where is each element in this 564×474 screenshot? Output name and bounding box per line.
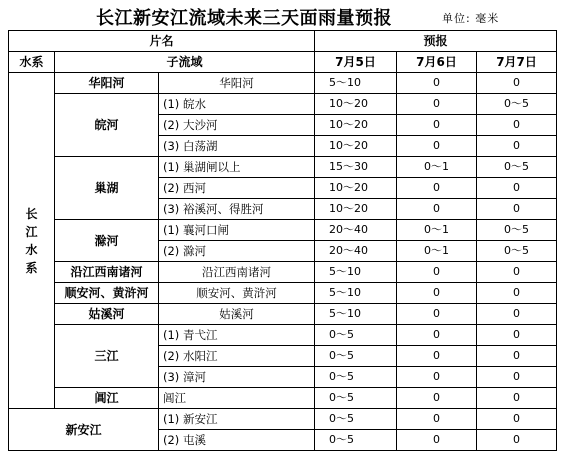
- table-row: [9, 220, 557, 241]
- system-changjiang: 长 江 水 系: [9, 73, 55, 409]
- subbasin-cell: 华阳河: [159, 73, 315, 94]
- day2-value: 0: [397, 388, 477, 409]
- day1-value: 5～10: [315, 304, 397, 325]
- subbasin-cell: 沿江西南诸河: [159, 262, 315, 283]
- table-row: [9, 304, 557, 325]
- subbasin-header: 子流域: [55, 52, 315, 73]
- zone-chuhe: 滁河: [55, 220, 159, 262]
- header-row-2: [9, 52, 557, 73]
- zone-header: 片名: [9, 31, 315, 52]
- day2-value: 0～1: [397, 241, 477, 262]
- day1-value: 10～20: [315, 199, 397, 220]
- day2-value: 0: [397, 325, 477, 346]
- subbasin-cell: (2) 滁河: [159, 241, 315, 262]
- day1-value: 10～20: [315, 178, 397, 199]
- table-row: [9, 73, 557, 94]
- zone-chaohu: 巢湖: [55, 157, 159, 220]
- subbasin-cell: (2) 西河: [159, 178, 315, 199]
- day2-value: 0: [397, 199, 477, 220]
- day1-value: 0～5: [315, 388, 397, 409]
- day3-value: 0: [477, 115, 557, 136]
- day2-value: 0～1: [397, 157, 477, 178]
- day3-value: 0～5: [477, 94, 557, 115]
- day2-value: 0: [397, 409, 477, 430]
- subbasin-cell: (1) 青弋江: [159, 325, 315, 346]
- day3-value: 0: [477, 409, 557, 430]
- day1-value: 0～5: [315, 346, 397, 367]
- day1-value: 0～5: [315, 325, 397, 346]
- header-row-1: [9, 31, 557, 52]
- day3-value: 0: [477, 325, 557, 346]
- day2-value: 0: [397, 304, 477, 325]
- day3-header: 7月7日: [477, 52, 557, 73]
- day3-value: 0～5: [477, 241, 557, 262]
- day3-value: 0: [477, 283, 557, 304]
- subbasin-cell: (3) 漳河: [159, 367, 315, 388]
- subbasin-cell: (1) 皖水: [159, 94, 315, 115]
- day3-value: 0: [477, 346, 557, 367]
- day1-value: 0～5: [315, 409, 397, 430]
- day3-value: 0～5: [477, 157, 557, 178]
- table-row: [9, 325, 557, 346]
- zone-yanjiang: 沿江西南诸河: [55, 262, 159, 283]
- forecast-header: 预报: [315, 31, 557, 52]
- day1-value: 20～40: [315, 241, 397, 262]
- subbasin-cell: (1) 襄河口闸: [159, 220, 315, 241]
- subbasin-cell: (2) 水阳江: [159, 346, 315, 367]
- day2-value: 0: [397, 136, 477, 157]
- subbasin-cell: 顺安河、黄浒河: [159, 283, 315, 304]
- zone-shunan: 顺安河、黄浒河: [55, 283, 159, 304]
- day2-value: 0: [397, 73, 477, 94]
- subbasin-cell: (3) 白荡湖: [159, 136, 315, 157]
- forecast-table: [8, 30, 557, 451]
- day3-value: 0: [477, 388, 557, 409]
- day1-value: 5～10: [315, 73, 397, 94]
- day1-value: 10～20: [315, 115, 397, 136]
- day3-value: 0: [477, 430, 557, 451]
- day1-value: 10～20: [315, 94, 397, 115]
- subbasin-cell: (1) 巢湖闸以上: [159, 157, 315, 178]
- zone-qingjiang: 阊江: [55, 388, 159, 409]
- system-xinanjiang: 新安江: [9, 409, 159, 451]
- day2-value: 0: [397, 115, 477, 136]
- day2-value: 0: [397, 178, 477, 199]
- subbasin-cell: (3) 裕溪河、得胜河: [159, 199, 315, 220]
- day2-value: 0: [397, 94, 477, 115]
- day1-header: 7月5日: [315, 52, 397, 73]
- table-row: [9, 157, 557, 178]
- day1-value: 0～5: [315, 430, 397, 451]
- day1-value: 15～30: [315, 157, 397, 178]
- day3-value: 0: [477, 262, 557, 283]
- zone-wanhe: 皖河: [55, 94, 159, 157]
- page-title: 长江新安江流域未来三天面雨量预报: [96, 8, 392, 29]
- day2-value: 0: [397, 346, 477, 367]
- day1-value: 0～5: [315, 367, 397, 388]
- day2-header: 7月6日: [397, 52, 477, 73]
- zone-huayanghe: 华阳河: [55, 73, 159, 94]
- subbasin-cell: (2) 屯溪: [159, 430, 315, 451]
- day1-value: 20～40: [315, 220, 397, 241]
- subbasin-cell: 姑溪河: [159, 304, 315, 325]
- day1-value: 5～10: [315, 262, 397, 283]
- subbasin-cell: 阊江: [159, 388, 315, 409]
- day2-value: 0～1: [397, 220, 477, 241]
- day2-value: 0: [397, 430, 477, 451]
- subbasin-cell: (2) 大沙河: [159, 115, 315, 136]
- day2-value: 0: [397, 283, 477, 304]
- day3-value: 0: [477, 367, 557, 388]
- day1-value: 5～10: [315, 283, 397, 304]
- unit-label: 单位: 毫米: [442, 12, 500, 25]
- day3-value: 0: [477, 304, 557, 325]
- day3-value: 0: [477, 199, 557, 220]
- day2-value: 0: [397, 262, 477, 283]
- title-bar: [0, 4, 564, 28]
- table-row: [9, 409, 557, 430]
- day2-value: 0: [397, 367, 477, 388]
- zone-sanjiang: 三江: [55, 325, 159, 388]
- table-row: [9, 283, 557, 304]
- day3-value: 0: [477, 73, 557, 94]
- table-row: [9, 94, 557, 115]
- zone-gu: 姑溪河: [55, 304, 159, 325]
- subbasin-cell: (1) 新安江: [159, 409, 315, 430]
- table-row: [9, 388, 557, 409]
- day3-value: 0～5: [477, 220, 557, 241]
- day1-value: 10～20: [315, 136, 397, 157]
- table-row: [9, 262, 557, 283]
- day3-value: 0: [477, 136, 557, 157]
- day3-value: 0: [477, 178, 557, 199]
- system-header: 水系: [9, 52, 55, 73]
